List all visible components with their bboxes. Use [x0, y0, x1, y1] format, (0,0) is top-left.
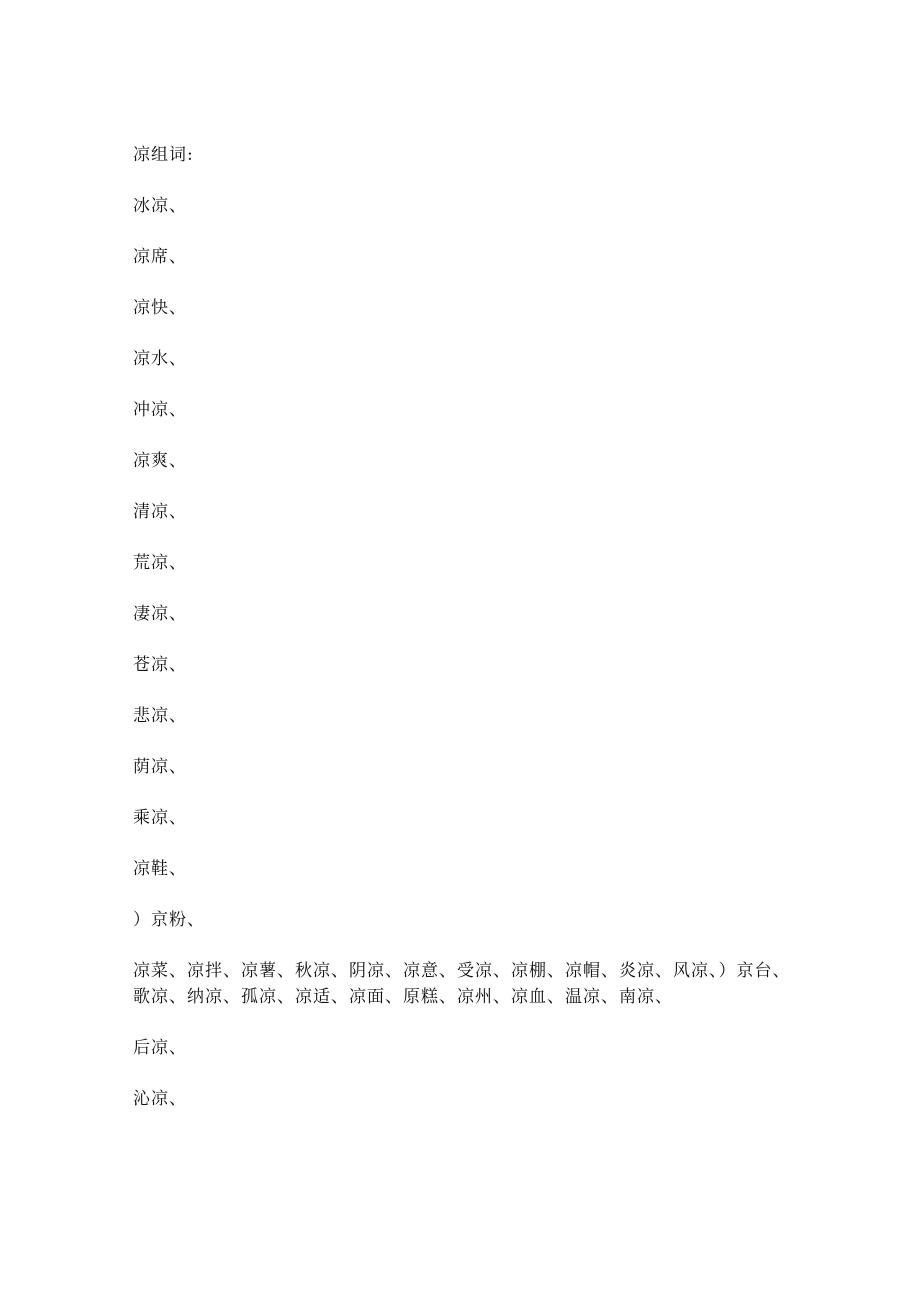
- word-line: 荒凉、: [133, 553, 187, 573]
- word-line: 冲凉、: [133, 400, 187, 420]
- word-line: 凉鞋、: [133, 859, 187, 879]
- word-line: 凉水、: [133, 349, 187, 369]
- word-line: 冰凉、: [133, 196, 187, 216]
- word-line: 清凉、: [133, 502, 187, 522]
- word-line: 沁凉、: [133, 1089, 187, 1109]
- word-line: ）京粉、: [133, 910, 205, 930]
- word-line: 荫凉、: [133, 757, 187, 777]
- word-line: 苍凉、: [133, 655, 187, 675]
- word-line: 凄凉、: [133, 604, 187, 624]
- word-line: 后凉、: [133, 1038, 187, 1058]
- word-line: 凉快、: [133, 298, 187, 318]
- word-paragraph: 凉菜、凉拌、凉薯、秋凉、阴凉、凉意、受凉、凉棚、凉帽、炎凉、风凉、）京台、歌凉、纳凉、孤凉、凉适、凉面、原糕、凉州、凉血、温凉、南凉、: [133, 961, 791, 1007]
- word-line: 凉爽、: [133, 451, 187, 471]
- word-line: 乘凉、: [133, 808, 187, 828]
- word-line: 凉席、: [133, 247, 187, 267]
- document-title: 凉组词:: [133, 145, 194, 165]
- word-line: 悲凉、: [133, 706, 187, 726]
